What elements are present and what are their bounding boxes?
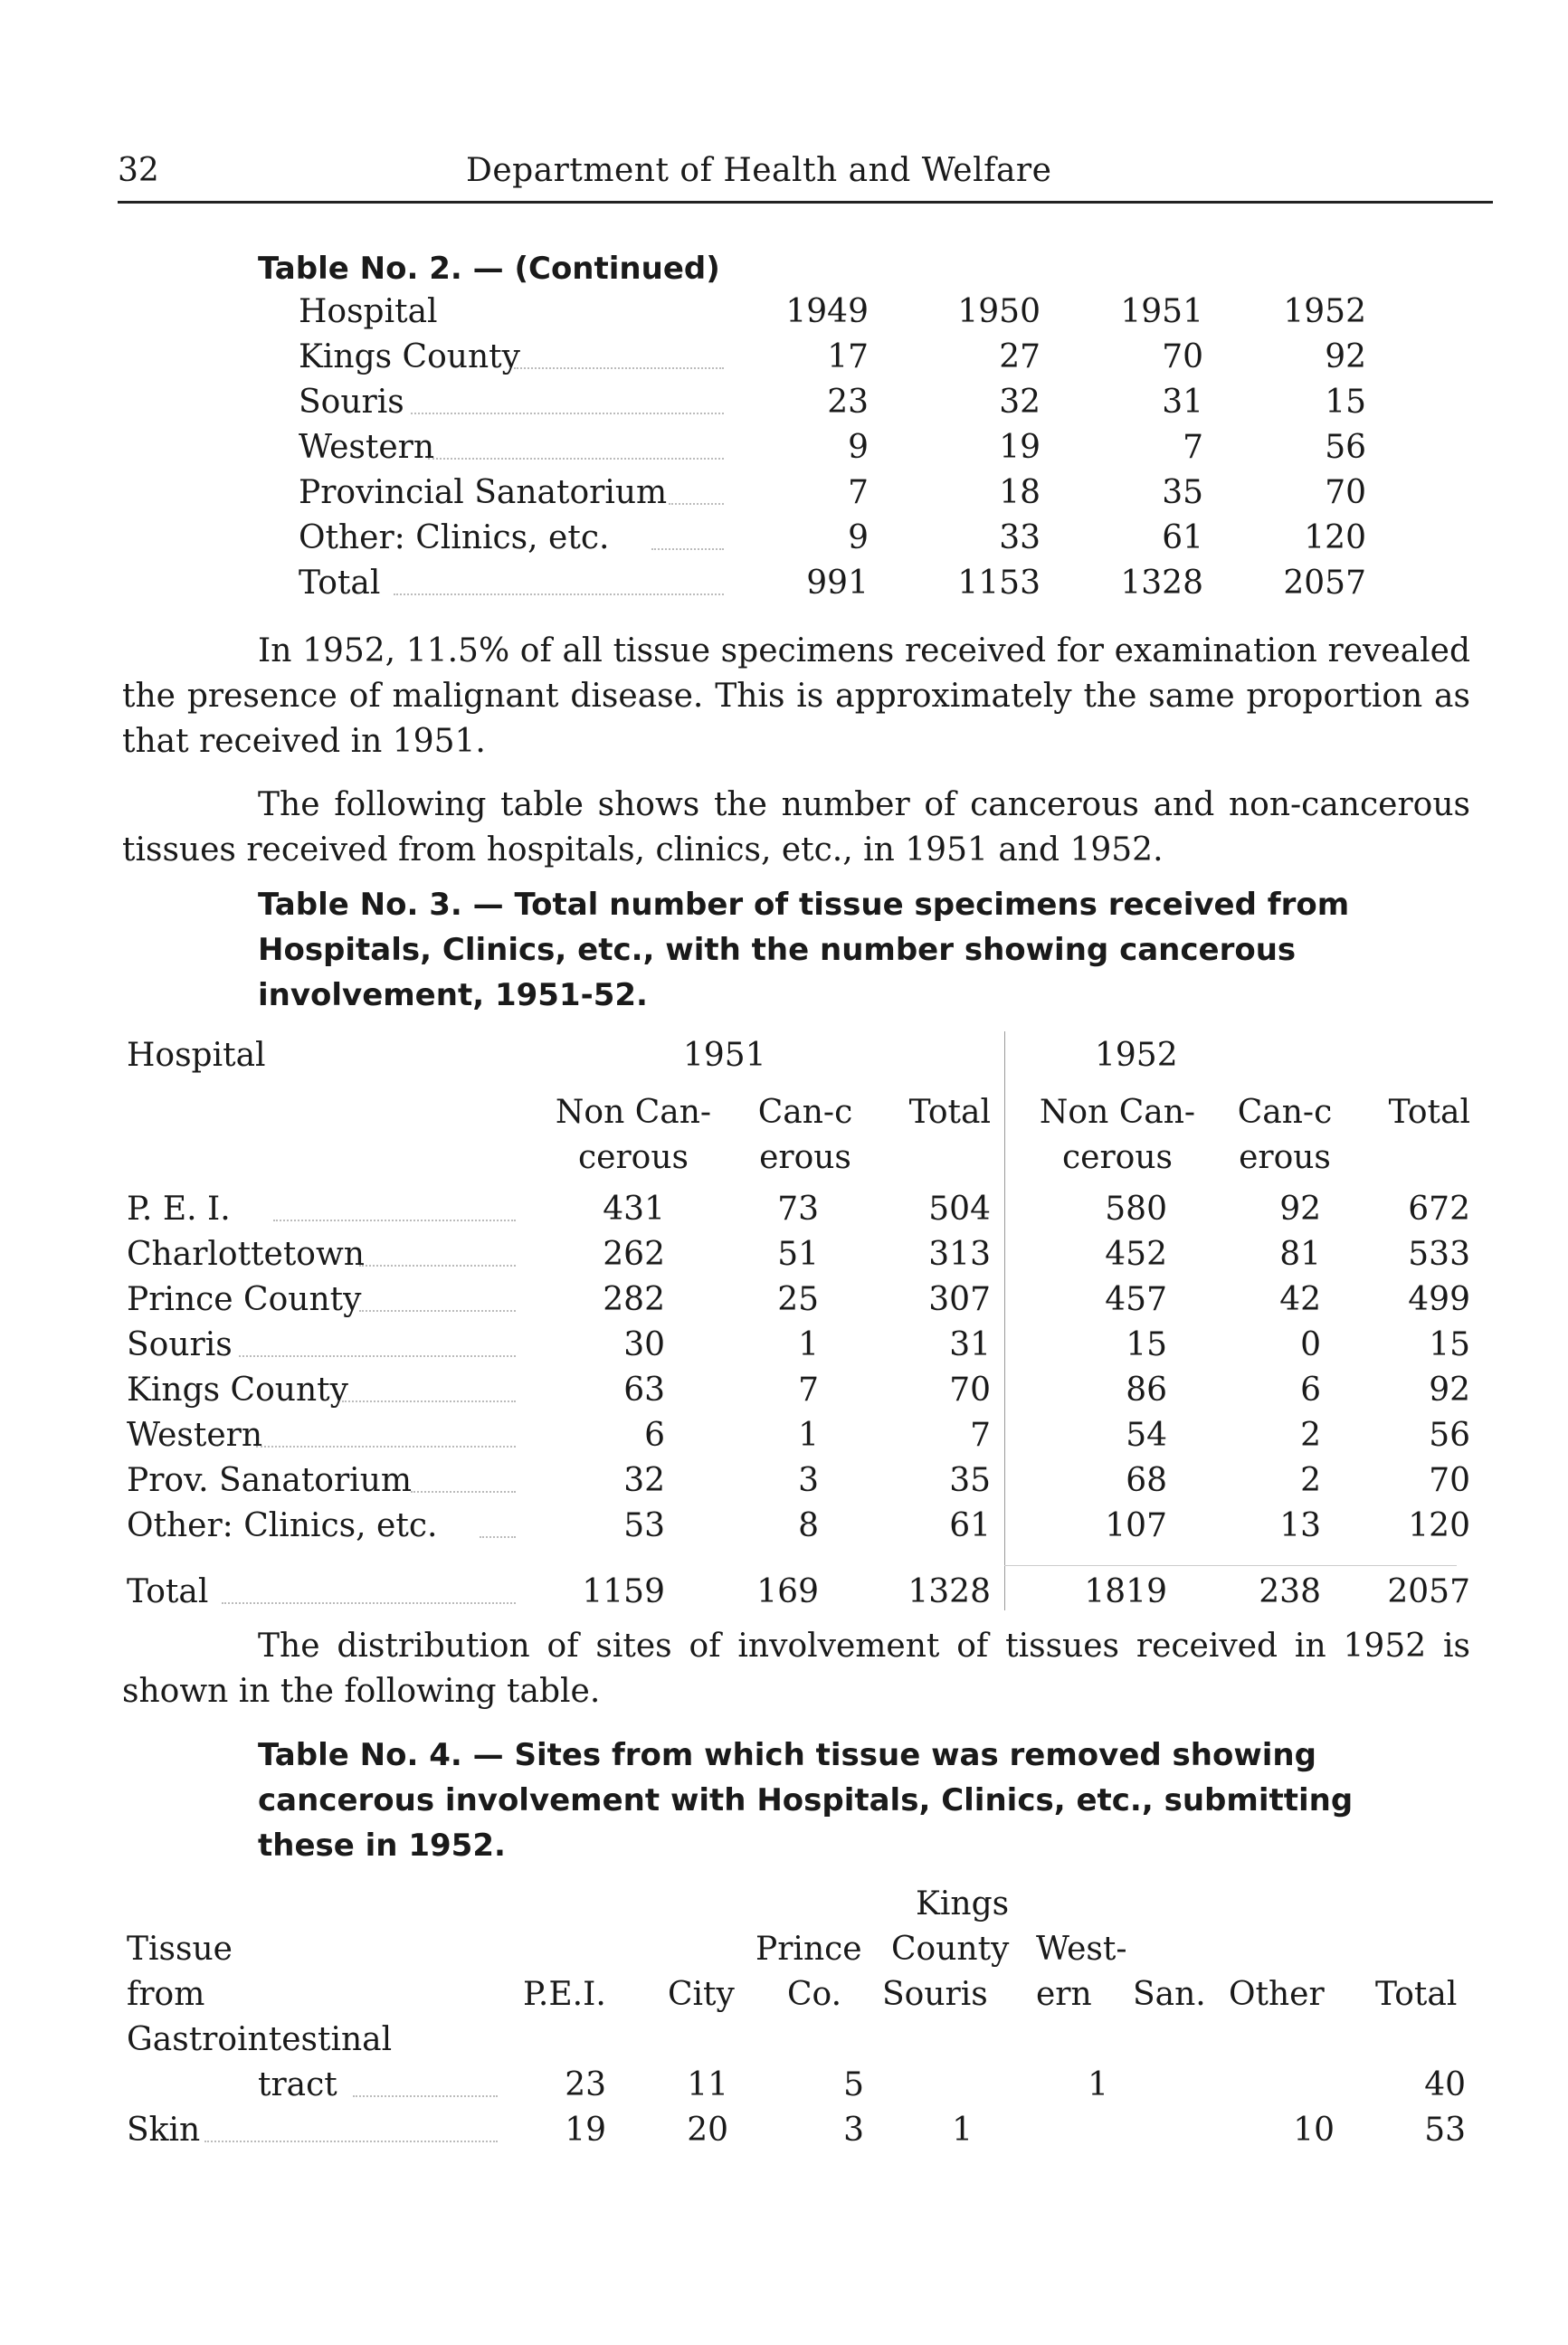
table3-row-cell: 1	[798, 1326, 819, 1363]
table3-year-1952: 1952	[1095, 1037, 1178, 1074]
table3-row-cell: 2	[1300, 1462, 1321, 1499]
table3-row-cell: 282	[603, 1281, 665, 1318]
table3-row-cell: 313	[928, 1236, 991, 1273]
table3-row-cell: 3	[798, 1462, 819, 1499]
table4-header-pei: P.E.I.	[523, 1976, 606, 2013]
table3-total-row-label: Total	[127, 1573, 209, 1610]
table2-cell: 32	[999, 384, 1041, 421]
table4-row	[0, 2063, 1538, 2108]
table2-header-row	[299, 290, 1366, 335]
table2-cell: 7	[1183, 429, 1203, 466]
dot-leader	[359, 1310, 516, 1312]
table4-cell: 23	[565, 2066, 606, 2103]
table3-row-label: Prince County	[127, 1281, 362, 1318]
table3-row-cell: 580	[1105, 1191, 1167, 1228]
table3-row-cell: 307	[928, 1281, 991, 1318]
dot-leader	[359, 1265, 516, 1267]
table2-cell: 17	[827, 338, 869, 375]
table4-header-tissue: Tissue	[127, 1931, 233, 1968]
header-rule	[118, 201, 1493, 204]
table3-row-cell: 431	[603, 1191, 665, 1228]
table2-row	[299, 335, 1366, 380]
dot-leader	[480, 1536, 516, 1538]
table3-row-cell: 533	[1408, 1236, 1470, 1273]
table3-row-cell: 2	[1300, 1417, 1321, 1454]
table4-row-label: tract	[258, 2066, 337, 2103]
table3-total-rule	[1004, 1565, 1457, 1566]
table3-row-cell: 107	[1105, 1507, 1167, 1544]
table4-cell: 1	[1088, 2066, 1108, 2103]
table2-row-label: Western	[299, 429, 435, 466]
table3-row-cell: 73	[777, 1191, 819, 1228]
table3-row	[127, 1413, 1484, 1458]
table3-row-cell: 7	[798, 1372, 819, 1409]
table3-sub-noncancerous-1951	[547, 1090, 719, 1181]
paragraph-malignant: In 1952, 11.5% of all tissue specimens received for examination revealed the presence of malignant disease. This is approximately the same proportion as that received in 1951.	[122, 632, 1470, 760]
table4-header-west-bottom: ern	[1036, 1976, 1092, 2013]
table3-row-cell: 7	[970, 1417, 991, 1454]
table3-row-label: Charlottetown	[127, 1236, 365, 1273]
table2-row	[299, 380, 1366, 425]
table3-row-cell: 86	[1126, 1372, 1167, 1409]
table3-total-row-cell: 1159	[582, 1573, 665, 1610]
table4-header-total: Total	[1375, 1976, 1458, 2013]
table3-row-cell: 0	[1300, 1326, 1321, 1363]
table2-cell: 9	[848, 519, 869, 556]
table3-row-cell: 32	[623, 1462, 665, 1499]
table2-row-label: Provincial Sanatorium	[299, 474, 668, 511]
table3-row-cell: 61	[949, 1507, 991, 1544]
table2-row	[299, 425, 1366, 470]
table4-cell: 40	[1424, 2066, 1466, 2103]
table2-cell: 991	[806, 565, 869, 602]
table2-col-hospital: Hospital	[299, 293, 438, 330]
table2-cell: 92	[1325, 338, 1366, 375]
table2-cell: 1153	[957, 565, 1041, 602]
table2-row-label: Kings County	[299, 338, 520, 375]
table4-row	[0, 2108, 1538, 2153]
table3-total-row-cell: 238	[1259, 1573, 1321, 1610]
table3-sub-noncancerous-1951-text: Non Can-cerous	[555, 1094, 712, 1176]
table4-header-prince-bottom: Co.	[787, 1976, 842, 2013]
dot-leader	[411, 1491, 516, 1493]
table3-row-cell: 92	[1429, 1372, 1470, 1409]
table3-caption: Table No. 3. — Total number of tissue specimens received from Hospitals, Clinics, etc., with the number showing cancerous involvement, 1951-52.	[258, 887, 1350, 1013]
table2-cell: 15	[1325, 384, 1366, 421]
table3-row	[127, 1458, 1484, 1504]
table3-total-row-cell: 1819	[1084, 1573, 1167, 1610]
table4-cell: 1	[952, 2112, 973, 2149]
table2-cell: 56	[1325, 429, 1366, 466]
table4-header-san: San.	[1133, 1976, 1206, 2013]
dot-leader	[394, 593, 724, 595]
table3-sub-cancerous-1951-text: Can-cerous	[757, 1094, 853, 1176]
table2-row	[299, 516, 1366, 561]
table3-row-cell: 6	[644, 1417, 665, 1454]
paragraph-following-table: The following table shows the number of cancerous and non-cancerous tissues received from hospitals, clinics, etc., in 1951 and 1952.	[122, 786, 1470, 869]
table2-cell: 7	[848, 474, 869, 511]
table2-row-label: Other: Clinics, etc.	[299, 519, 610, 556]
table3-row-cell: 499	[1408, 1281, 1470, 1318]
table4-cell: 5	[843, 2066, 864, 2103]
table3-sub-cancerous-1952-text: Can-cerous	[1237, 1094, 1333, 1176]
table3-row-cell: 63	[623, 1372, 665, 1409]
table3-row-cell: 42	[1279, 1281, 1321, 1318]
table3-row-cell: 672	[1408, 1191, 1470, 1228]
table2-cell: 23	[827, 384, 869, 421]
table2-cell: 70	[1162, 338, 1203, 375]
table3-hospital-header: Hospital	[127, 1037, 266, 1074]
dot-leader	[239, 1355, 516, 1357]
table3-sub-noncancerous-1952-text: Non Can-cerous	[1039, 1094, 1196, 1176]
table3-total-row-cell: 169	[756, 1573, 819, 1610]
table3-row-cell: 262	[603, 1236, 665, 1273]
table3-sub-cancerous-1951	[737, 1090, 873, 1181]
table3-year-1951: 1951	[683, 1037, 766, 1074]
table3-row-cell: 92	[1279, 1191, 1321, 1228]
dot-leader	[256, 1446, 516, 1448]
table3-total-row-cell: 2057	[1387, 1573, 1470, 1610]
table2-cell: 33	[999, 519, 1041, 556]
dot-leader	[651, 548, 724, 550]
table3-row	[127, 1277, 1484, 1323]
table3-sub-total-1951: Total	[908, 1094, 991, 1131]
table4-cell: 3	[843, 2112, 864, 2149]
table4-header-other: Other	[1229, 1976, 1325, 2013]
table3-row-cell: 120	[1408, 1507, 1470, 1544]
table4-header-west-top: West-	[1036, 1931, 1127, 1968]
table3-row-cell: 25	[777, 1281, 819, 1318]
table3-row-cell: 70	[949, 1372, 991, 1409]
table3-row-cell: 1	[798, 1417, 819, 1454]
table4-header-kings-top: Kings	[916, 1885, 1010, 1923]
table2-cell: 19	[999, 429, 1041, 466]
table3-row-cell: 68	[1126, 1462, 1167, 1499]
dot-leader	[204, 2141, 498, 2142]
table3-row-cell: 457	[1105, 1281, 1167, 1318]
table3-sub-cancerous-1952	[1217, 1090, 1353, 1181]
table2-row	[299, 561, 1366, 606]
dot-leader	[273, 1220, 516, 1221]
header-title: Department of Health and Welfare	[466, 152, 1052, 189]
table3-row-cell: 452	[1105, 1236, 1167, 1273]
table2-cell: 2057	[1283, 565, 1366, 602]
table3-row-label: Prov. Sanatorium	[127, 1462, 413, 1499]
dot-leader	[669, 503, 724, 505]
table4-row-label: Skin	[127, 2112, 201, 2149]
table2-col-1952: 1952	[1283, 293, 1366, 330]
table3-row	[127, 1232, 1484, 1277]
table4-cell: 11	[687, 2066, 728, 2103]
table3-row-label: Other: Clinics, etc.	[127, 1507, 438, 1544]
table3-row-cell: 81	[1279, 1236, 1321, 1273]
table3-row-cell: 31	[949, 1326, 991, 1363]
table3-total-row	[127, 1570, 1484, 1615]
dot-leader	[411, 413, 724, 414]
table2-col-1951: 1951	[1120, 293, 1203, 330]
table4-header-prince-top: Prince	[755, 1931, 862, 1968]
table3-row	[127, 1323, 1484, 1368]
table2-cell: 35	[1162, 474, 1203, 511]
table4-row-label-top: Gastrointestinal	[127, 2021, 393, 2058]
table2-cell: 1328	[1120, 565, 1203, 602]
table3-row-label: Western	[127, 1417, 263, 1454]
table3-sub-total-1952: Total	[1388, 1094, 1470, 1131]
table3-row-label: P. E. I.	[127, 1191, 231, 1228]
table3-row-label: Kings County	[127, 1372, 348, 1409]
table4-cell: 53	[1424, 2112, 1466, 2149]
table2-cell: 120	[1304, 519, 1366, 556]
table4-header-souris: Souris	[882, 1976, 988, 2013]
table2-row	[299, 470, 1366, 516]
table2-row-label: Total	[299, 565, 381, 602]
table3-row-cell: 56	[1429, 1417, 1470, 1454]
table2-cell: 70	[1325, 474, 1366, 511]
table3-row	[127, 1368, 1484, 1413]
table2-col-1950: 1950	[957, 293, 1041, 330]
table2-row-label: Souris	[299, 384, 404, 421]
table3-row-cell: 70	[1429, 1462, 1470, 1499]
table2-cell: 61	[1162, 519, 1203, 556]
table3-row-cell: 15	[1429, 1326, 1470, 1363]
table3-row	[127, 1504, 1484, 1549]
table3-row-cell: 13	[1279, 1507, 1321, 1544]
table3-row	[127, 1187, 1484, 1232]
page-number: 32	[118, 152, 159, 189]
dot-leader	[514, 367, 724, 369]
table3-row-cell: 54	[1126, 1417, 1167, 1454]
table3-sub-noncancerous-1952	[1031, 1090, 1203, 1181]
table3-row-cell: 504	[928, 1191, 991, 1228]
table2-cell: 9	[848, 429, 869, 466]
dot-leader	[353, 2095, 498, 2097]
table3-row-cell: 8	[798, 1507, 819, 1544]
table2-col-1949: 1949	[785, 293, 869, 330]
table4-header-kings-mid: County	[891, 1931, 1010, 1968]
dot-leader	[428, 458, 724, 460]
table4-cell: 10	[1293, 2112, 1335, 2149]
running-header	[118, 152, 1493, 197]
table4-cell: 20	[687, 2112, 728, 2149]
table3-total-row-cell: 1328	[908, 1573, 991, 1610]
table2-cell: 31	[1162, 384, 1203, 421]
table3-row-cell: 51	[777, 1236, 819, 1273]
table4-header-from: from	[127, 1976, 205, 2013]
table2-cell: 27	[999, 338, 1041, 375]
table3-row-cell: 15	[1126, 1326, 1167, 1363]
table2-caption: Table No. 2. — (Continued)	[258, 251, 720, 287]
paragraph-distribution: The distribution of sites of involvement of tissues received in 1952 is shown in the following table.	[122, 1628, 1470, 1710]
table2-cell: 18	[999, 474, 1041, 511]
table4-cell: 19	[565, 2112, 606, 2149]
table3-row-cell: 53	[623, 1507, 665, 1544]
dot-leader	[342, 1400, 516, 1402]
table3-row-cell: 35	[949, 1462, 991, 1499]
table4-caption: Table No. 4. — Sites from which tissue was removed showing cancerous involvement with Hospitals, Clinics, etc., submitting these in 1952.	[258, 1737, 1354, 1864]
dot-leader	[222, 1602, 516, 1604]
table4-header-city: City	[668, 1976, 735, 2013]
table3-row-cell: 6	[1300, 1372, 1321, 1409]
table3-row-label: Souris	[127, 1326, 233, 1363]
table3-row-cell: 30	[623, 1326, 665, 1363]
